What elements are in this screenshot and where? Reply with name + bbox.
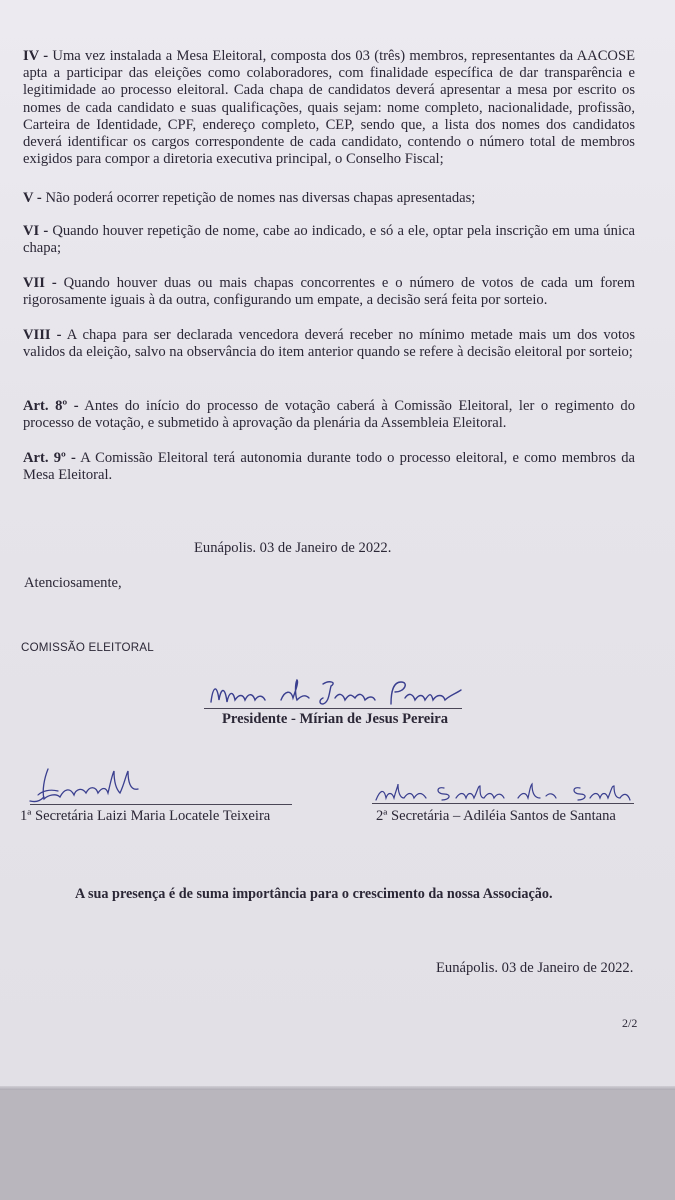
secretary-1-name: 1ª Secretária Laizi Maria Locatele Teixeira xyxy=(20,808,271,824)
clause-viii xyxy=(23,327,635,361)
presence-note: A sua presença é de suma importância para o crescimento da nossa Associação. xyxy=(75,886,553,902)
article-9 xyxy=(23,450,635,484)
clause-v-text: Não poderá ocorrer repetição de nomes nas diversas chapas apresentadas; xyxy=(41,190,476,206)
clause-iv xyxy=(23,48,635,168)
clause-v-label: V - xyxy=(23,190,42,206)
secretary-1-signature-line xyxy=(30,804,292,805)
clause-v xyxy=(23,190,635,207)
article-8-text: Antes do início do processo de votação caberá à Comissão Eleitoral, ler o regimento do processo de votação, e submetido à aprovação da plenária da Assembleia Eleitoral. xyxy=(23,398,635,432)
date-line-footer: Eunápolis. 03 de Janeiro de 2022. xyxy=(436,960,634,976)
clause-iv-text: Uma vez instalada a Mesa Eleitoral, composta dos 03 (três) membros, representantes da AACOSE apta a participar das eleições como colaboradores, com finalidade específica de dar transparência e legitimidade ao processo eleitoral. Cada chapa de candidatos deverá apresentar a mesa por escrito os nomes de cada candidato e suas qualificações, quais sejam: nome completo, nacionalidade, profissão, Carteira de Identidade, CPF, endereço completo, CEP, sendo que, a lista dos nomes dos candidatos deverá identificar os cargos correspondente de cada candidato, contendo o número total de membros exigidos para compor a diretoria executiva principal, o Conselho Fiscal; xyxy=(23,48,635,168)
clause-vii xyxy=(23,275,635,309)
secretary-1-signature xyxy=(28,765,168,805)
secretary-2-signature-line xyxy=(372,803,634,804)
secretary-2-name: 2ª Secretária – Adiléia Santos de Santana xyxy=(376,808,616,824)
clause-vi-text: Quando houver repetição de nome, cabe ao indicado, e só a ele, optar pela inscrição em uma única chapa; xyxy=(23,223,635,257)
clause-vii-label: VII - xyxy=(23,275,57,291)
clause-vii-text: Quando houver duas ou mais chapas concorrentes e o número de votos de cada um forem rigorosamente iguais à da outra, configurando um empate, a decisão será feita por sorteio. xyxy=(23,275,635,309)
president-signature xyxy=(205,676,467,710)
page-bottom-edge xyxy=(0,1086,675,1090)
page-number: 2/2 xyxy=(622,1016,638,1030)
clause-viii-text: A chapa para ser declarada vencedora deverá receber no mínimo metade mais um dos votos validos da eleição, salvo na observância do item anterior quando se refere à decisão eleitoral por sorteio; xyxy=(23,327,636,361)
president-name: Presidente - Mírian de Jesus Pereira xyxy=(222,711,449,727)
article-8 xyxy=(23,398,635,432)
article-9-label: Art. 9º - xyxy=(23,450,76,466)
clause-vi xyxy=(23,223,635,257)
article-8-label: Art. 8º - xyxy=(23,398,79,414)
article-9-text: A Comissão Eleitoral terá autonomia durante todo o processo eleitoral, e como membros da Mesa Eleitoral. xyxy=(23,450,636,484)
clause-iv-label: IV - xyxy=(23,48,49,64)
clause-vi-label: VI - xyxy=(23,223,49,239)
closing-salutation: Atenciosamente, xyxy=(24,575,122,591)
president-signature-line xyxy=(204,708,462,709)
clause-viii-label: VIII - xyxy=(23,327,62,343)
commission-heading: COMISSÃO ELEITORAL xyxy=(21,641,154,654)
date-line: Eunápolis. 03 de Janeiro de 2022. xyxy=(194,540,392,556)
